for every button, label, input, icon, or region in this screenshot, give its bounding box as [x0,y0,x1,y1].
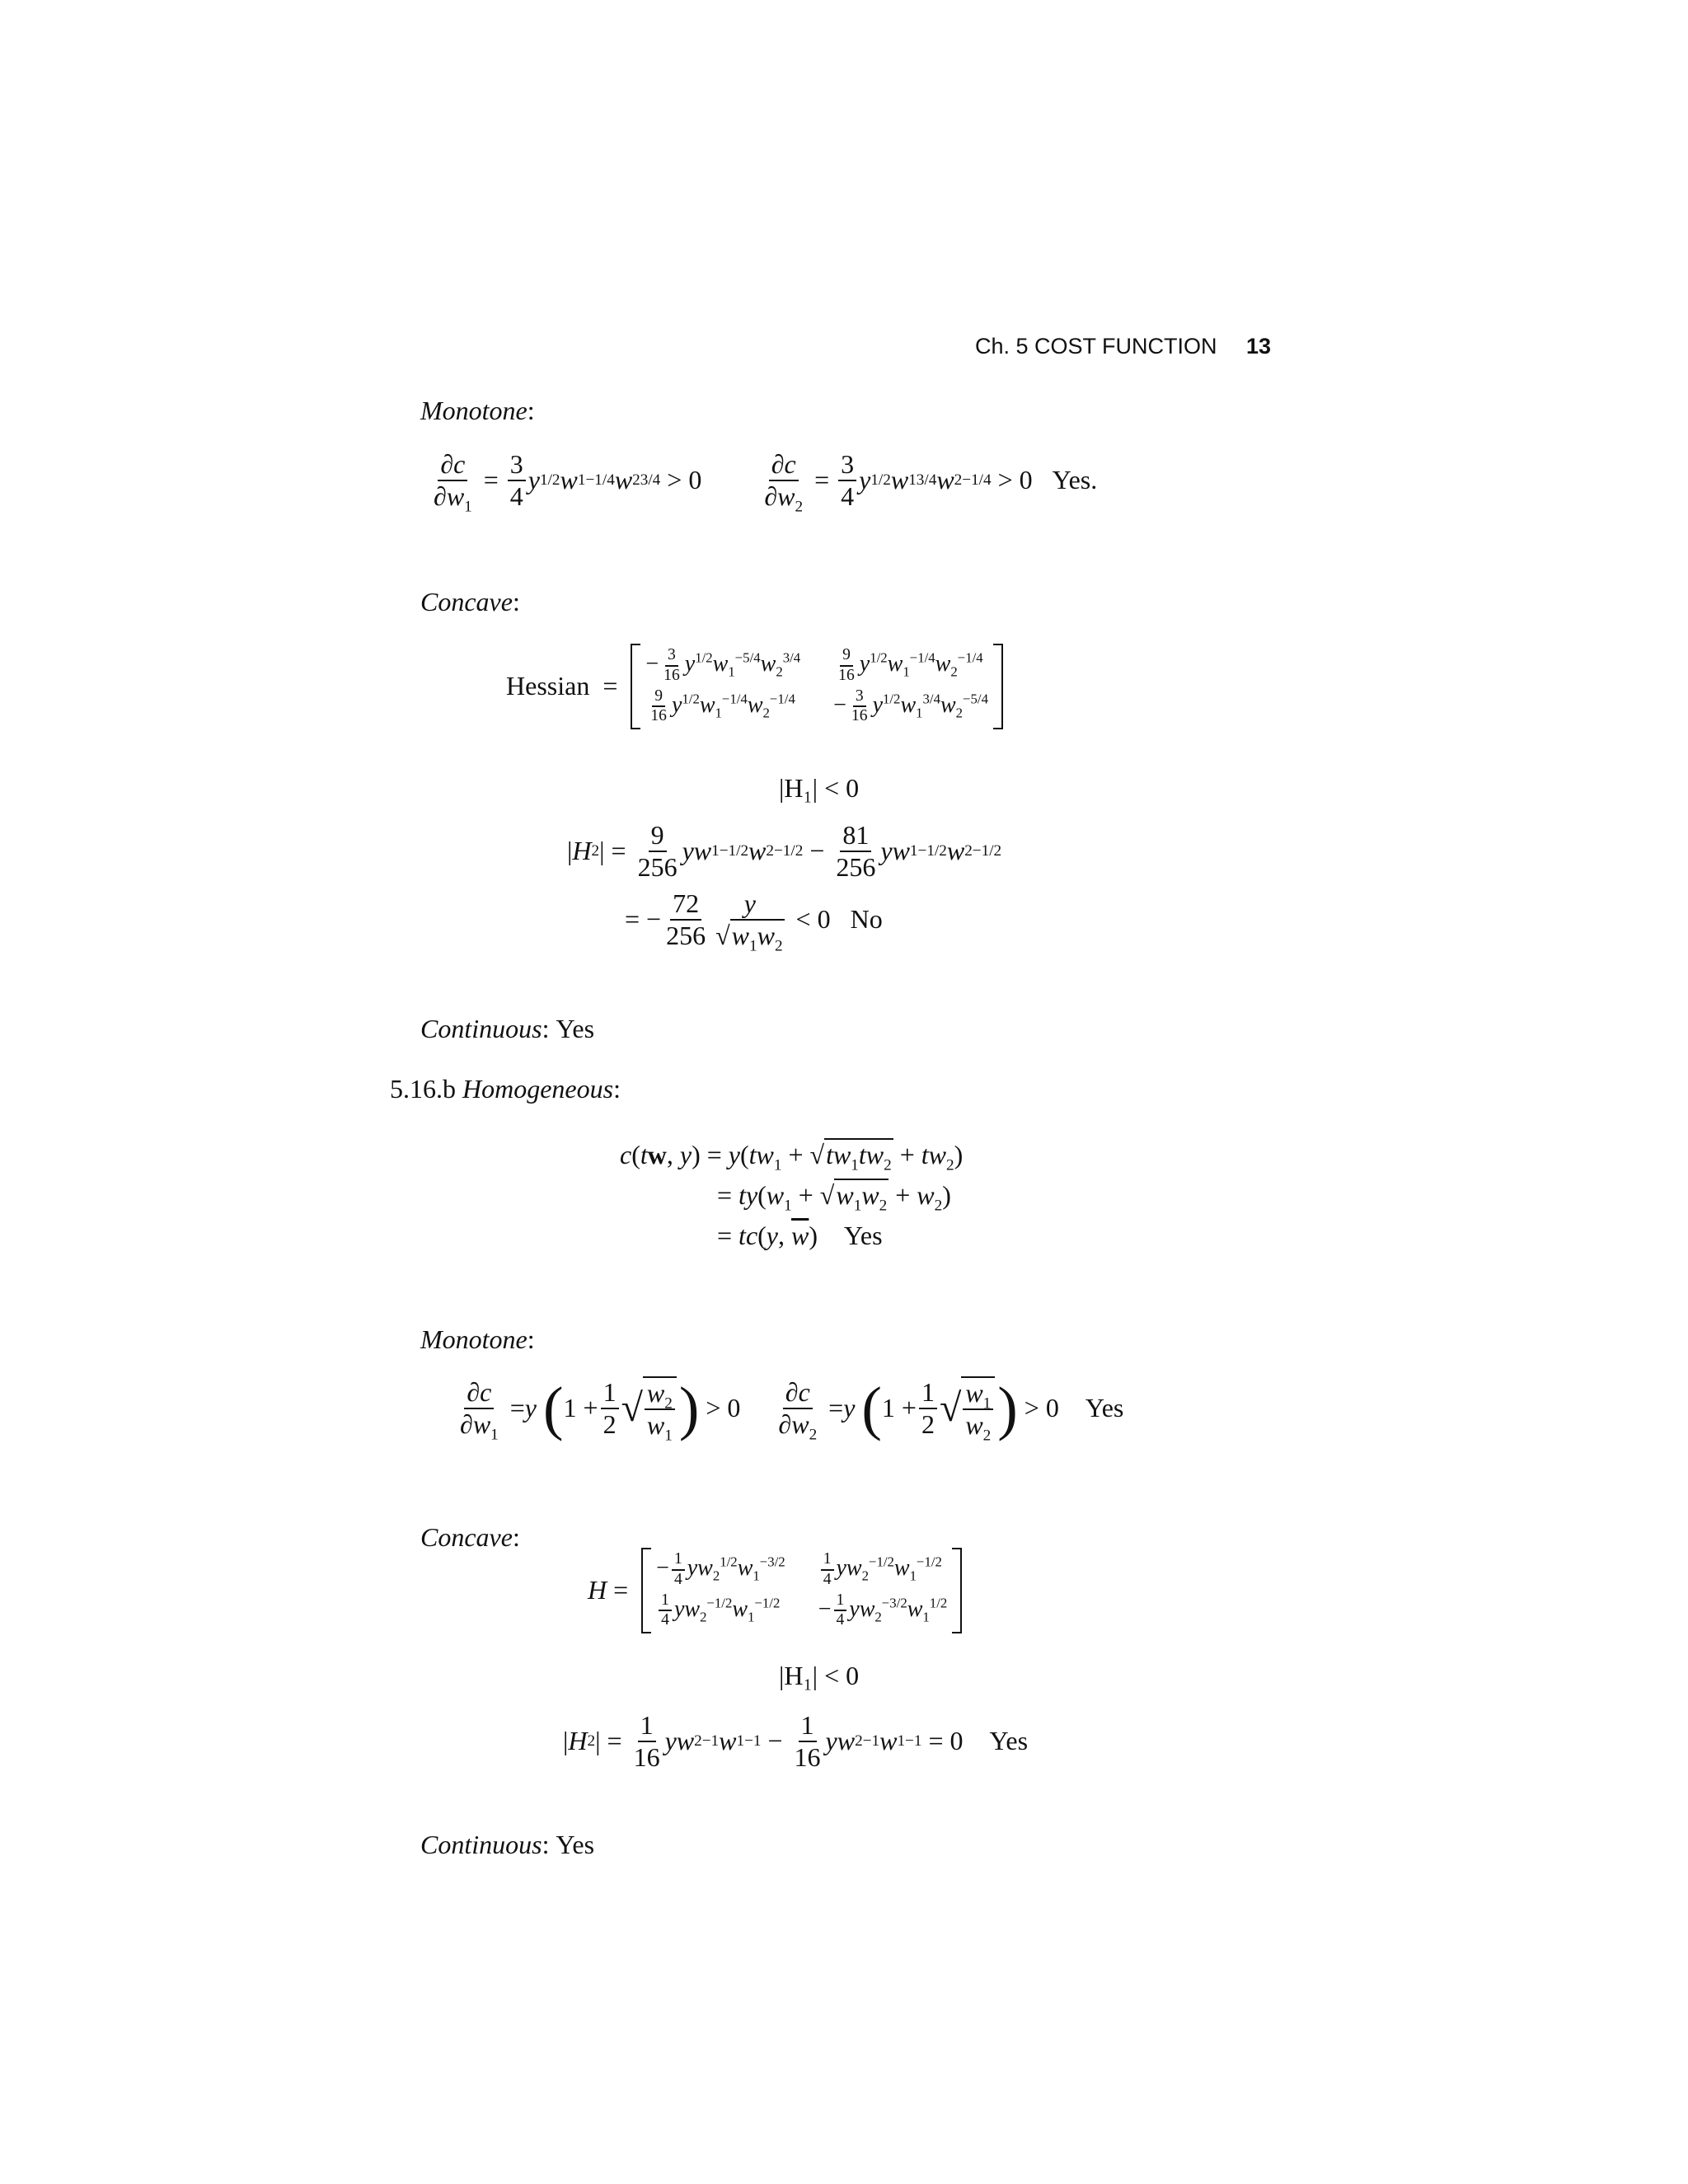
continuous-line-a: Continuous: Yes [420,1014,595,1043]
monotone-verdict-a: Yes. [1052,465,1098,495]
section-heading-5-16-b: 5.16.b Homogeneous: [390,1074,621,1104]
h2-line2-a: = − $\frac{72}{256}$ $\frac{y}{√w_1w_2}$ < 0 No [625,888,883,955]
homogeneous-verdict: Yes [844,1221,883,1250]
h1-condition-b: |H₁| < 0 [779,1661,860,1690]
running-title: Ch. 5 COST FUNCTION [975,334,1217,359]
monotone-label-b: Monotone: [420,1324,535,1354]
hessian-word: Hessian [506,671,590,701]
h2-verdict-a: No [850,904,883,935]
h1-condition-a: |H₁| < 0 [779,773,860,803]
monotone-verdict-b: Yes [1085,1393,1124,1423]
monotone-derivatives-b: $\frac{\partial c}{\partial w_1}$ = y ( 1 + $\frac{1}{2}$ √ $\frac{w_2}{w_1}$ ) > 0 $\frac{\partial c}{\partial w_2}$ = y ( 1 + $\frac{1}{2}$ √ $\frac{w_1}{w_2}$ ) > 0 Yes [460,1374,1124,1445]
h2-line-b: | H 2 | = $\frac{1}{16}$ yw 2 −1 w 1 −1 − $\frac{1}{16}$ yw 2 −1 w 1 −1 = 0 Yes [563,1710,1029,1772]
h2-verdict-b: Yes [989,1726,1029,1756]
page-number: 13 [1246,334,1272,359]
monotone-label-a: Monotone: [420,396,535,425]
continuous-line-b: Continuous: Yes [420,1830,595,1859]
monotone-derivatives-a: $\frac{\partial c}{\partial w_1}$ = $\frac{3}{4}$ y 1/2 w 1 −1/4 w 2 3/4 > 0 $\frac{\partial c}{\partial w_2}$ = $\frac{3}{4}$ y 1/2 w 1 3/4 w 2 −1/4 > 0 Yes. [434,449,1098,516]
h2-line1-a: | H 2 | = $\frac{9}{256}$ yw 1 −1/2 w 2 −1/2 − $\frac{81}{256}$ yw 1 −1/2 w 2 −1/2 [567,820,1002,882]
concave-label-a: Concave: [420,587,520,616]
hessian-matrix-b: H = − $\frac{1}{4}$ $yw_2^{1/2}w_1^{-3/2}$ $\frac{1}{4}$ $yw_2^{-1/2}w_1^{-1/2}$ $\frac{1}{4}$ $yw_2^{-1/2}w_1^{-1/2}$ − $\frac{1}{4}$ $yw_2^{-3/2}w_1^{1/2}$ [588,1547,962,1633]
hessian-matrix-a: Hessian = − $\frac{3}{16}$ $y^{1/2}w_1^{-5/4}w_2^{3/4}$ $\frac{9}{16}$ $y^{1/2}w_1^{-1/4}w_2^{-1/4}$ $\frac{9}{16}$ $y^{1/2}w_1^{-1/4}w_2^{-1/4}$ − $\frac{3}{16}$ $y^{1/2}w_1^{3/4}w_2^{-5/4}$ [506,643,1003,729]
concave-label-b: Concave: [420,1522,520,1552]
homogeneity-derivation: c(tw, $y) = y(tw_1 + √tw_1tw_2 + tw_2)$ = $ty(w_1 + √w_1w_2 + w_2)$ = tc(y, $\overline{w}$) Yes [620,1140,964,1250]
